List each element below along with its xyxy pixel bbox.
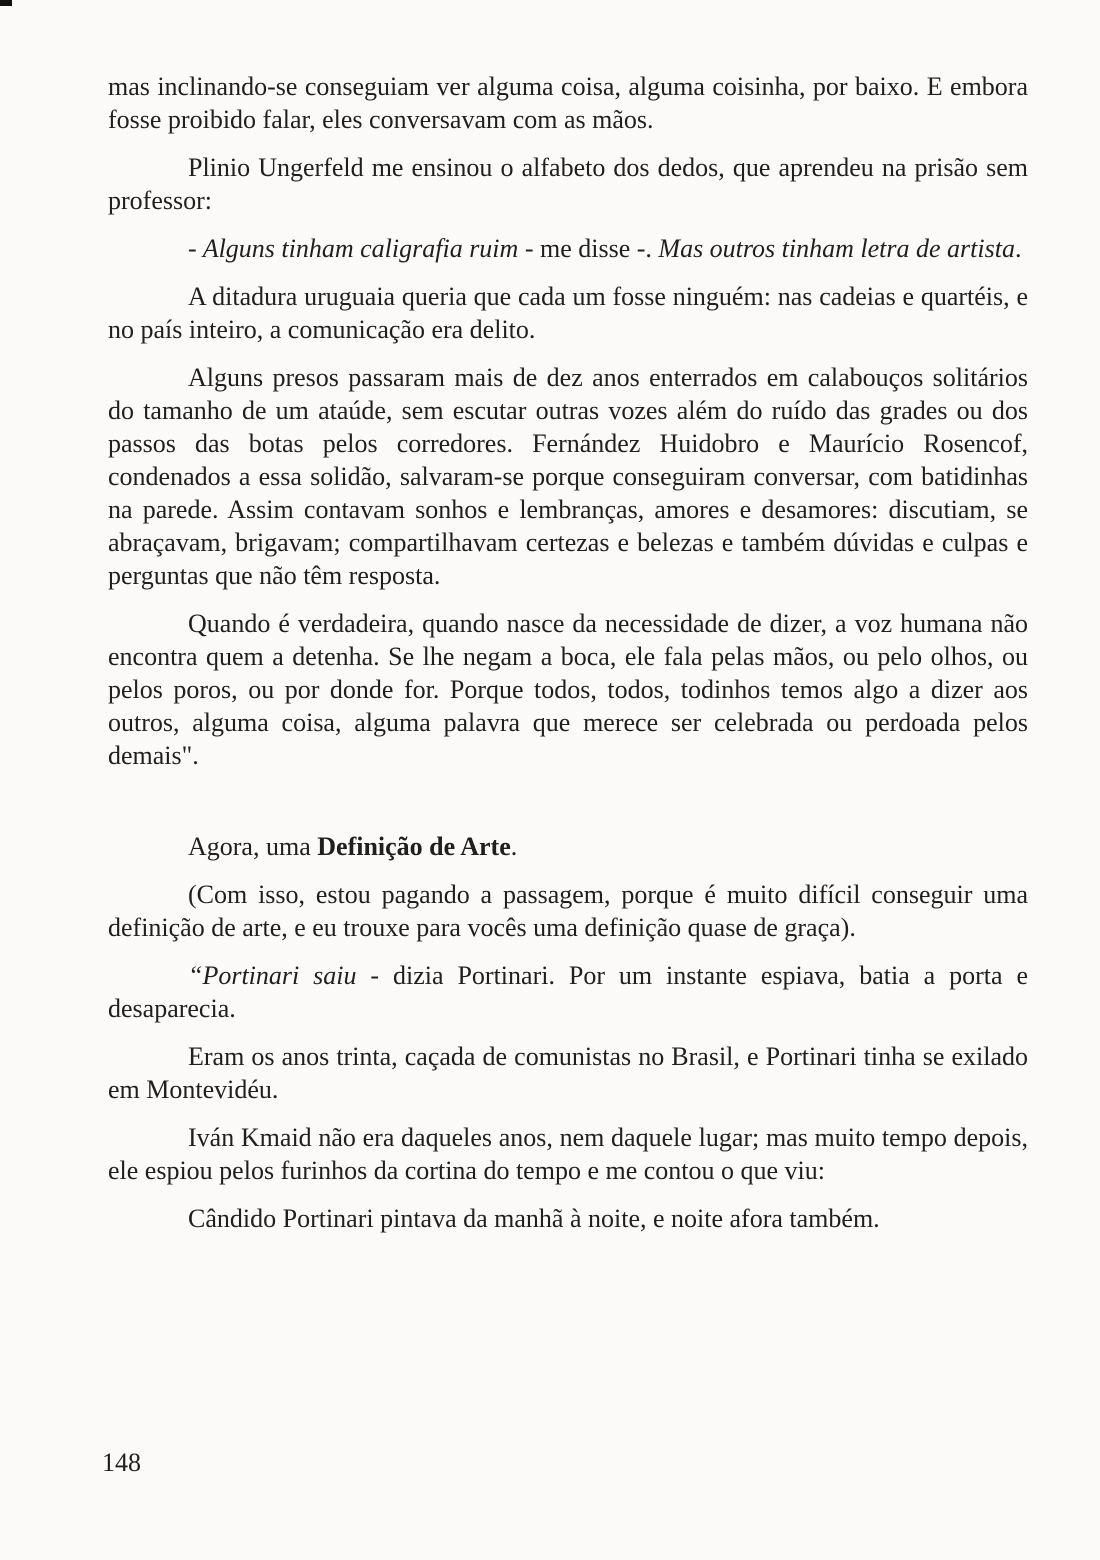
paragraph-8: (Com isso, estou pagando a passagem, porque é muito difícil conseguir uma definição de arte, e eu trouxe para vocês uma definição quase de graça). — [108, 880, 1028, 942]
page-number: 148 — [102, 1448, 141, 1477]
paragraph-12: Cândido Portinari pintava da manhã à noite, e noite afora também. — [188, 1204, 880, 1233]
quote-end: . — [1014, 234, 1022, 263]
paragraph-6: Quando é verdadeira, quando nasce da necessidade de dizer, a voz humana não encontra quem a detenha. Se lhe negam a boca, ele fala pelas mãos, ou pelo olhos, ou pelos poros, ou por donde for. Porque todos, todos, todinhos temos algo a dizer aos outros, alguma coisa, alguma palavra que merece ser celebrada ou perdoada pelos demais". — [108, 609, 1028, 770]
paragraph-7-heading — [108, 830, 1028, 863]
paragraph-9 — [108, 959, 1028, 1025]
paragraph-5: Alguns presos passaram mais de dez anos enterrados em calabouços solitários do tamanho de um ataúde, sem escutar outras vozes além do ruído das grades ou dos passos das botas pelos corredores. Fernández Huidobro e Maurício Rosencof, condenados a essa solidão, salvaram-se porque conseguiram conversar, com batidinhas na parede. Assim contavam sonhos e lembranças, amores e desamores: discutiam, se abraçavam, brigavam; compartilhavam certezas e belezas e também dúvidas e culpas e perguntas que não têm resposta. — [108, 363, 1028, 590]
page-body — [108, 70, 1028, 1250]
quote-attribution: - me disse -. — [518, 234, 659, 263]
heading-prefix: Agora, uma — [188, 832, 318, 861]
heading-end: . — [510, 832, 518, 861]
paragraph-10: Eram os anos trinta, caçada de comunistas no Brasil, e Portinari tinha se exilado em Montevidéu. — [108, 1042, 1028, 1104]
portinari-quote-italic: “Portinari saiu — [188, 961, 357, 990]
paragraph-2: Plinio Ungerfeld me ensinou o alfabeto dos dedos, que aprendeu na prisão sem professor: — [108, 153, 1028, 215]
paragraph-11: Iván Kmaid não era daqueles anos, nem daquele lugar; mas muito tempo depois, ele espiou pelos furinhos da cortina do tempo e me contou o que viu: — [108, 1123, 1028, 1185]
paragraph-3-quote — [108, 232, 1028, 265]
heading-bold: Definição de Arte — [317, 832, 511, 861]
scan-corner-mark — [0, 0, 12, 6]
quote-italic-2: Mas outros tinham letra de artista — [658, 234, 1015, 263]
quote-italic-1: - Alguns tinham caligrafia ruim — [188, 234, 519, 263]
portinari-quote-rest: - dizia Portinari. Por um instante espiava, batia a porta e desaparecia. — [108, 961, 1029, 1023]
paragraph-4: A ditadura uruguaia queria que cada um fosse ninguém: nas cadeias e quartéis, e no país inteiro, a comunicação era delito. — [108, 282, 1028, 344]
paragraph-1: mas inclinando-se conseguiam ver alguma coisa, alguma coisinha, por baixo. E embora fosse proibido falar, eles conversavam com as mãos. — [108, 72, 1028, 134]
